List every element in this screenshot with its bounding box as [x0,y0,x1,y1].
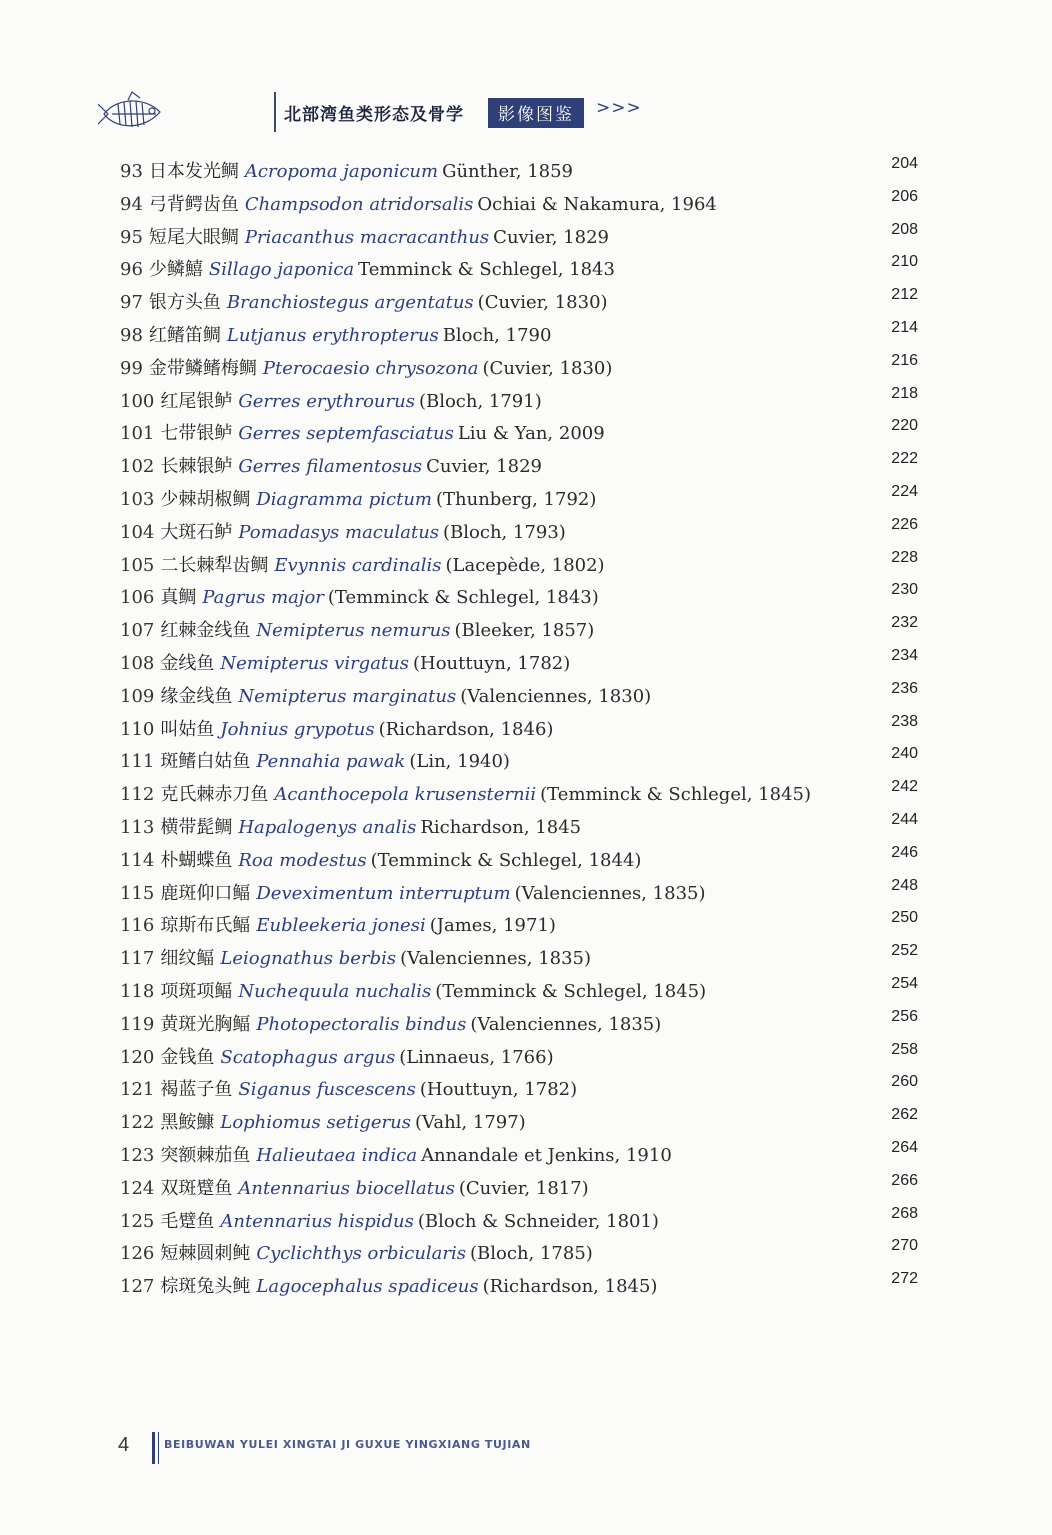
toc-entry [120,550,930,583]
scientific-name: Acanthocepola krusensternii [274,784,537,806]
toc-entry [120,287,930,320]
author-year: Cuvier, 1829 [426,456,542,478]
scientific-name: Pomadasys maculatus [238,521,440,543]
page-ref: 222 [891,450,918,468]
toc-entry [120,517,930,550]
author-year: Richardson, 1845 [420,816,582,838]
page-ref: 218 [891,384,918,402]
scientific-name: Gerres erythrourus [238,390,415,412]
toc-entry [120,418,930,451]
scientific-name: Siganus fuscescens [238,1079,416,1101]
chinese-name: 金钱鱼 [160,1046,215,1068]
scientific-name: Diagramma pictum [256,488,432,510]
entry-number: 116 [120,915,155,937]
entry-number: 108 [120,652,155,674]
toc-entry [120,1074,930,1107]
toc-entry [120,878,930,911]
toc-entry [120,1140,930,1173]
entry-number: 119 [120,1013,155,1035]
chinese-name: 褐蓝子鱼 [160,1079,233,1101]
page-ref: 250 [891,909,918,927]
entry-number: 102 [120,456,155,478]
chinese-name: 横带髭鲷 [160,816,233,838]
chinese-name: 真鲷 [160,587,197,609]
scientific-name: Nemipterus nemurus [256,620,451,642]
entry-number: 118 [120,980,155,1002]
entry-number: 112 [120,784,155,806]
entry-number: 121 [120,1079,155,1101]
author-year: Ochiai & Nakamura, 1964 [477,193,717,215]
page-ref: 260 [891,1073,918,1091]
scientific-name: Antennarius biocellatus [238,1177,455,1199]
chinese-name: 短棘圆刺鲀 [160,1243,251,1265]
toc-entry [120,943,930,976]
toc-entry [120,714,930,747]
page-ref: 264 [891,1138,918,1156]
toc-entry [120,386,930,419]
entry-number: 124 [120,1177,155,1199]
scientific-name: Gerres septemfasciatus [238,423,454,445]
entry-number: 110 [120,718,155,740]
chinese-name: 琼斯布氏鲾 [160,915,251,937]
toc-entry [120,254,930,287]
footer-bar-thin [158,1432,159,1464]
entry-number: 100 [120,390,155,412]
toc-entry [120,1206,930,1239]
chinese-name: 项斑项鲾 [160,980,233,1002]
entry-number: 96 [120,259,143,281]
scientific-name: Lagocephalus spadiceus [256,1276,479,1298]
header-arrows: >>> [596,98,642,118]
toc-entry [120,451,930,484]
page-ref: 272 [891,1270,918,1288]
toc-entry [120,648,930,681]
scientific-name: Scatophagus argus [220,1046,396,1068]
author-year: (Valenciennes, 1835) [470,1013,662,1035]
author-year: Bloch, 1790 [442,324,552,346]
page-ref: 204 [891,155,918,172]
page-ref: 216 [891,351,918,369]
toc-entry [120,189,930,222]
scientific-name: Cyclichthys orbicularis [256,1243,467,1265]
chinese-name: 叫姑鱼 [160,718,215,740]
chinese-name: 长棘银鲈 [160,456,233,478]
author-year: (Cuvier, 1830) [477,292,608,314]
page-ref: 208 [891,220,918,238]
entry-number: 114 [120,849,155,871]
toc-entry [120,320,930,353]
page-ref: 252 [891,942,918,960]
toc-entry [120,1107,930,1140]
entry-number: 97 [120,292,143,314]
page-ref: 268 [891,1204,918,1222]
toc-entry [120,910,930,943]
scientific-name: Nuchequula nuchalis [238,980,432,1002]
scientific-name: Johnius grypotus [220,718,375,740]
chinese-name: 红尾银鲈 [160,390,233,412]
author-year: (Temminck & Schlegel, 1843) [327,587,599,609]
scientific-name: Pagrus major [202,587,324,609]
page-ref: 258 [891,1040,918,1058]
chinese-name: 大斑石鲈 [160,521,233,543]
chinese-name: 金带鳞鳍梅鲷 [148,357,257,379]
chinese-name: 黑鮟鱇 [160,1112,215,1134]
scientific-name: Branchiostegus argentatus [226,292,474,314]
author-year: (Cuvier, 1817) [458,1177,589,1199]
entry-number: 120 [120,1046,155,1068]
scientific-name: Deveximentum interruptum [256,882,511,904]
chinese-name: 缘金线鱼 [160,685,233,707]
page-ref: 262 [891,1106,918,1124]
toc-entry [120,779,930,812]
toc-entry [120,1271,930,1304]
chinese-name: 毛躄鱼 [160,1210,215,1232]
toc-entry [120,681,930,714]
page-ref: 270 [891,1237,918,1255]
scientific-name: Gerres filamentosus [238,456,423,478]
chinese-name: 鹿斑仰口鲾 [160,882,251,904]
scientific-name: Acropoma japonicum [244,161,439,182]
page-header [98,90,698,142]
scientific-name: Pennahia pawak [256,751,406,773]
author-year: (Richardson, 1846) [378,718,554,740]
toc-entry [120,222,930,255]
author-year: (Cuvier, 1830) [482,357,613,379]
page-ref: 266 [891,1171,918,1189]
page-ref: 242 [891,778,918,796]
page-ref: 244 [891,810,918,828]
page-ref: 236 [891,679,918,697]
page-ref: 256 [891,1007,918,1025]
author-year: (Bloch & Schneider, 1801) [417,1210,659,1232]
entry-number: 106 [120,587,155,609]
scientific-name: Pterocaesio chrysozona [262,357,479,379]
chinese-name: 克氏棘赤刀鱼 [160,784,269,806]
chinese-name: 少鳞鱚 [148,259,203,281]
scientific-name: Lophiomus setigerus [220,1112,411,1134]
page-ref: 220 [891,417,918,435]
chinese-name: 短尾大眼鲷 [148,226,239,248]
author-year: (Houttuyn, 1782) [419,1079,578,1101]
scientific-name: Evynnis cardinalis [274,554,442,576]
entry-number: 95 [120,226,143,248]
scientific-name: Champsodon atridorsalis [244,193,474,215]
page-ref: 206 [891,187,918,205]
entry-number: 94 [120,193,143,215]
chinese-name: 弓背鳄齿鱼 [148,193,239,215]
chinese-name: 突额棘茄鱼 [160,1144,251,1166]
author-year: (Bloch, 1793) [443,521,566,543]
toc-entry [120,976,930,1009]
chinese-name: 二长棘犁齿鲷 [160,554,269,576]
entry-number: 117 [120,948,155,970]
toc-entry [120,156,930,189]
author-year: (Richardson, 1845) [482,1276,658,1298]
chinese-name: 日本发光鲷 [148,161,239,182]
scientific-name: Leiognathus berbis [220,948,397,970]
page-ref: 240 [891,745,918,763]
scientific-name: Eubleekeria jonesi [256,915,426,937]
toc-entry [120,746,930,779]
scientific-name: Halieutaea indica [256,1144,418,1166]
scientific-name: Priacanthus macracanthus [244,226,490,248]
author-year: (Linnaeus, 1766) [399,1046,554,1068]
table-of-contents [120,156,930,1304]
fish-skeleton-icon [98,90,170,138]
entry-number: 93 [120,161,143,182]
toc-entry [120,812,930,845]
page-footer [118,1432,718,1466]
footer-bar [152,1432,155,1464]
header-divider [274,92,276,132]
page-ref: 224 [891,482,918,500]
scientific-name: Roa modestus [238,849,367,871]
entry-number: 107 [120,620,155,642]
page-ref: 254 [891,974,918,992]
author-year: Temminck & Schlegel, 1843 [358,259,615,281]
page-ref: 246 [891,843,918,861]
entry-number: 103 [120,488,155,510]
chinese-name: 金线鱼 [160,652,215,674]
book-title: 北部湾鱼类形态及骨学 [284,105,464,125]
entry-number: 104 [120,521,155,543]
scientific-name: Sillago japonica [208,259,355,281]
entry-number: 113 [120,816,155,838]
running-title: BEIBUWAN YULEI XINGTAI JI GUXUE YINGXIANG TUJIAN [164,1438,531,1451]
author-year: (Vahl, 1797) [414,1112,526,1134]
entry-number: 123 [120,1144,155,1166]
toc-entry [120,582,930,615]
author-year: (Valenciennes, 1835) [514,882,706,904]
author-year: (Lin, 1940) [409,751,510,773]
author-year: (Thunberg, 1792) [435,488,597,510]
entry-number: 105 [120,554,155,576]
chinese-name: 斑鳍白姑鱼 [160,751,251,773]
entry-number: 127 [120,1276,155,1298]
entry-number: 98 [120,324,143,346]
author-year: (Temminck & Schlegel, 1845) [435,980,707,1002]
toc-entry [120,1042,930,1075]
page-ref: 210 [891,253,918,271]
author-year: Liu & Yan, 2009 [457,423,605,445]
entry-number: 109 [120,685,155,707]
author-year: (Bleeker, 1857) [454,620,595,642]
chinese-name: 少棘胡椒鲷 [160,488,251,510]
chinese-name: 红棘金线鱼 [160,620,251,642]
chinese-name: 银方头鱼 [148,292,221,314]
chinese-name: 双斑躄鱼 [160,1177,233,1199]
toc-entry [120,845,930,878]
page-ref: 228 [891,548,918,566]
entry-number: 111 [120,751,155,773]
author-year: (Lacepède, 1802) [445,554,605,576]
entry-number: 125 [120,1210,155,1232]
page-ref: 212 [891,286,918,304]
author-year: (James, 1971) [429,915,556,937]
chinese-name: 黄斑光胸鲾 [160,1013,251,1035]
toc-entry [120,1238,930,1271]
entry-number: 122 [120,1112,155,1134]
entry-number: 99 [120,357,143,379]
toc-entry [120,615,930,648]
author-year: Günther, 1859 [442,161,573,182]
author-year: (Houttuyn, 1782) [413,652,571,674]
page-ref: 234 [891,646,918,664]
author-year: (Valenciennes, 1830) [460,685,652,707]
author-year: (Bloch, 1791) [418,390,542,412]
scientific-name: Photopectoralis bindus [256,1013,467,1035]
author-year: Annandale et Jenkins, 1910 [421,1144,672,1166]
author-year: (Bloch, 1785) [470,1243,593,1265]
scientific-name: Lutjanus erythropterus [226,324,439,346]
chinese-name: 红鳍笛鲷 [148,324,221,346]
page-ref: 238 [891,712,918,730]
entry-number: 126 [120,1243,155,1265]
page-ref: 248 [891,876,918,894]
chinese-name: 七带银鲈 [160,423,233,445]
book-subtitle-tag: 影像图鉴 [488,98,584,128]
author-year: (Temminck & Schlegel, 1845) [540,784,811,806]
page-ref: 230 [891,581,918,599]
scientific-name: Antennarius hispidus [220,1210,414,1232]
chinese-name: 棕斑兔头鲀 [160,1276,251,1298]
author-year: (Temminck & Schlegel, 1844) [370,849,642,871]
toc-entry [120,1009,930,1042]
entry-number: 115 [120,882,155,904]
page-number: 4 [118,1434,130,1456]
page-ref: 214 [891,318,918,336]
entry-number: 101 [120,423,155,445]
chinese-name: 朴蝴蝶鱼 [160,849,233,871]
page-ref: 232 [891,614,918,632]
author-year: (Valenciennes, 1835) [400,948,592,970]
toc-entry [120,484,930,517]
toc-entry [120,1173,930,1206]
scientific-name: Nemipterus virgatus [220,652,409,674]
scientific-name: Nemipterus marginatus [238,685,457,707]
scientific-name: Hapalogenys analis [238,816,417,838]
toc-entry [120,353,930,386]
author-year: Cuvier, 1829 [493,226,609,248]
chinese-name: 细纹鲾 [160,948,215,970]
page-ref: 226 [891,515,918,533]
